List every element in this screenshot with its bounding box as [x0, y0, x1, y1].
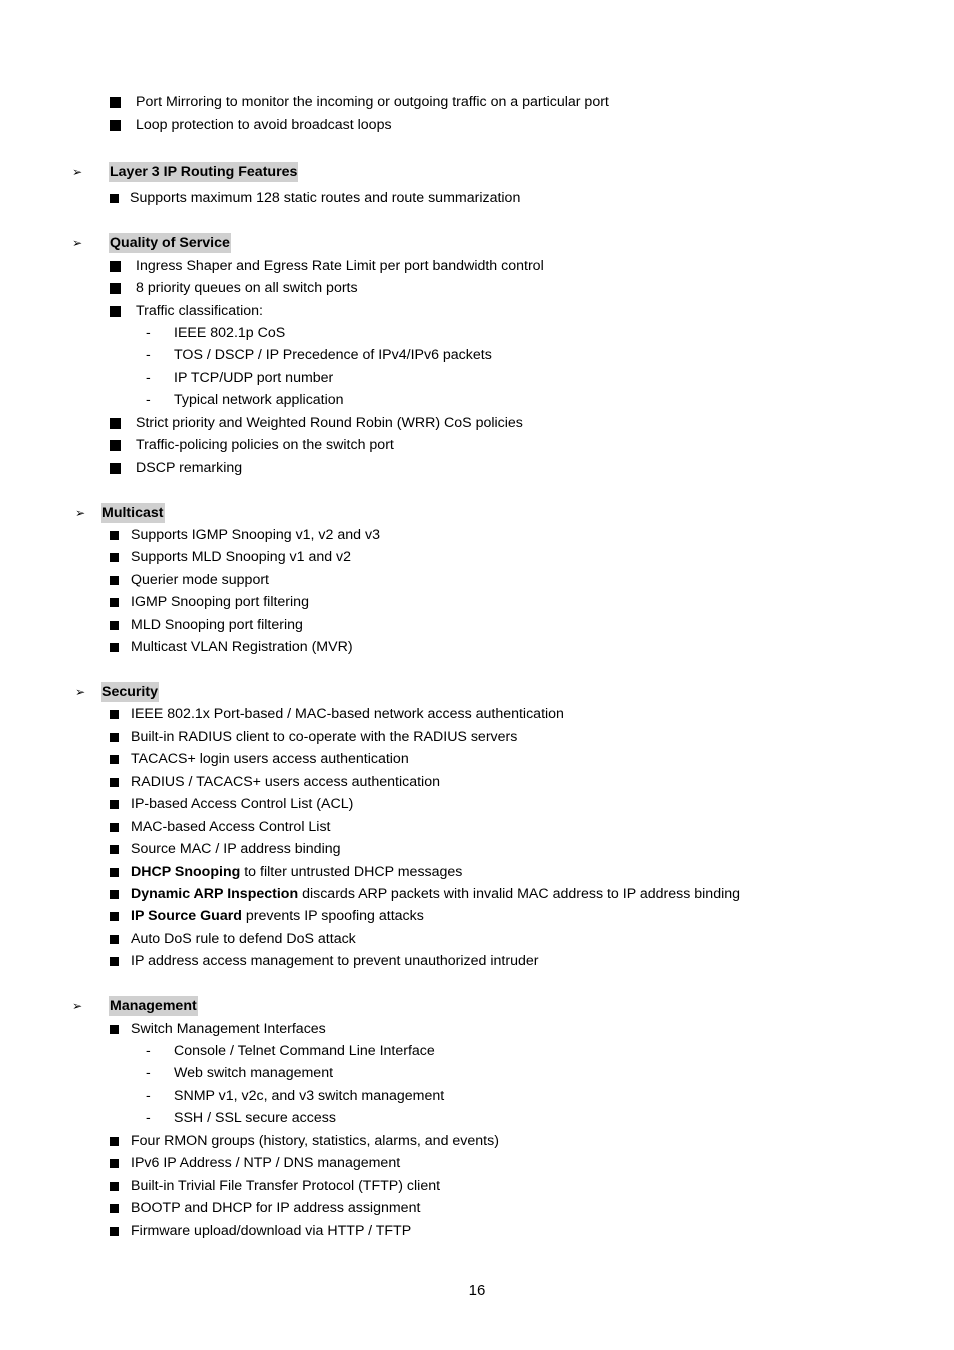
square-bullet-icon: [110, 531, 119, 540]
square-bullet-icon: [110, 823, 119, 832]
square-bullet-icon: [110, 868, 119, 877]
square-bullet-icon: [110, 576, 119, 585]
square-bullet-icon: [110, 261, 121, 272]
square-bullet-icon: [110, 553, 119, 562]
square-bullet-icon: [110, 778, 119, 787]
square-bullet-icon: [110, 643, 119, 652]
square-bullet-icon: [110, 1159, 119, 1168]
arrow-bullet-icon: ➢: [72, 236, 83, 250]
square-bullet-icon: [110, 1204, 119, 1213]
arrow-bullet-icon: ➢: [75, 506, 86, 520]
square-bullet-icon: [110, 283, 121, 294]
square-bullet-icon: [110, 1137, 119, 1146]
square-bullet-icon: [110, 800, 119, 809]
square-bullet-icon: [110, 598, 119, 607]
square-bullet-icon: [110, 912, 119, 921]
arrow-bullet-icon: ➢: [75, 685, 86, 699]
square-bullet-icon: [110, 1182, 119, 1191]
square-bullet-icon: [110, 306, 121, 317]
arrow-bullet-icon: ➢: [72, 165, 83, 179]
square-bullet-icon: [110, 890, 119, 899]
square-bullet-icon: [110, 957, 119, 966]
square-bullet-icon: [110, 120, 121, 131]
square-bullet-icon: [110, 621, 119, 630]
square-bullet-icon: [110, 845, 119, 854]
square-bullet-icon: [110, 194, 119, 203]
square-bullet-icon: [110, 418, 121, 429]
arrow-bullet-icon: ➢: [72, 999, 83, 1013]
square-bullet-icon: [110, 440, 121, 451]
square-bullet-icon: [110, 733, 119, 742]
square-bullet-icon: [110, 97, 121, 108]
square-bullet-icon: [110, 710, 119, 719]
square-bullet-icon: [110, 1025, 119, 1034]
square-bullet-icon: [110, 755, 119, 764]
square-bullet-icon: [110, 1227, 119, 1236]
square-bullet-icon: [110, 935, 119, 944]
square-bullet-icon: [110, 463, 121, 474]
page-number: 16: [468, 1282, 486, 1299]
